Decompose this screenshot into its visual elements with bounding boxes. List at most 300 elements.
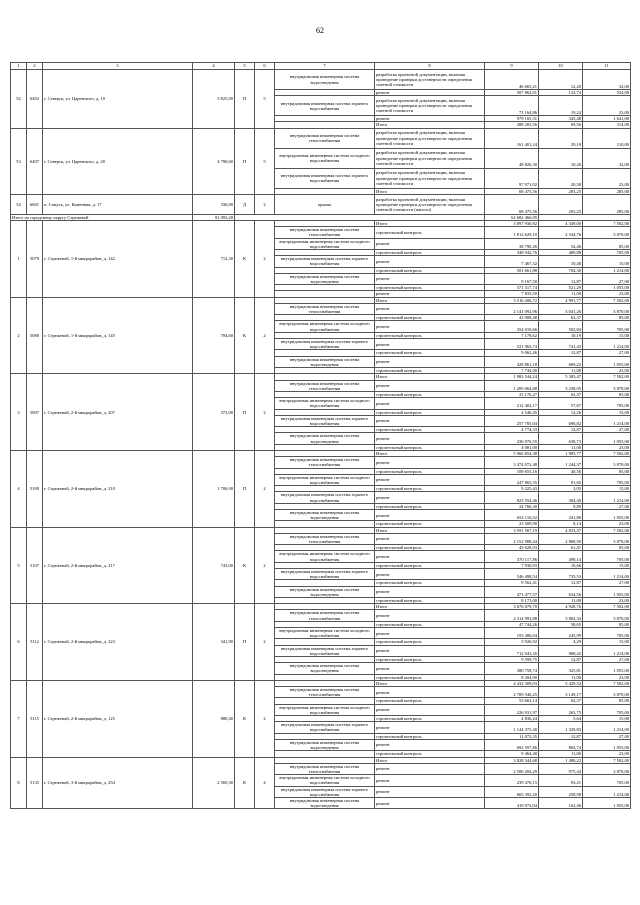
cost-amount: 288 203,56 (485, 122, 539, 128)
work-type: ремонт (375, 509, 485, 520)
unit-cost: 19,24 (539, 96, 583, 116)
unit-cost: 975,44 (539, 763, 583, 774)
section-total-area: 81 093,20 (193, 214, 235, 220)
unit-cost: 498,14 (539, 551, 583, 562)
house-number: 2 (11, 297, 27, 374)
cost-amount: 11 073,35 (485, 733, 539, 739)
house-number: 4 (11, 450, 27, 527)
max-unit-cost: 705,00 (583, 321, 631, 332)
max-unit-cost: 15,00 (583, 332, 631, 338)
unit-cost: 12,87 (539, 657, 583, 663)
house-code: 5107 (27, 527, 43, 604)
unit-cost: 634,56 (539, 586, 583, 597)
house-address: г. Стрежевой, 1-й микрорайон, д. 142 (43, 221, 193, 298)
unit-cost: 12,87 (539, 580, 583, 586)
col-number: 1 (11, 63, 27, 70)
house-number: 52 (11, 70, 27, 129)
cost-amount: 348 942,76 (485, 250, 539, 256)
work-type: строительный контроль (375, 698, 485, 704)
max-unit-cost: 7 502,00 (583, 450, 631, 456)
house-area: 1 706,90 (193, 450, 235, 527)
system-name: внутридомовая инженерная система водоотведения (275, 509, 375, 520)
unit-cost: 11,00 (539, 444, 583, 450)
house-area: 3 825,90 (193, 70, 235, 129)
system-name: внутридомовая инженерная система водоотведения (275, 739, 375, 750)
unit-cost: 91,65 (539, 474, 583, 485)
unit-cost: 40,56 (539, 468, 583, 474)
cost-amount: 712 943,45 (485, 645, 539, 656)
unit-cost: 1 490,22 (539, 757, 583, 763)
system-name: внутридомовая инженерная система водоотведения (275, 663, 375, 674)
cost-amount: 7 930,93 (485, 562, 539, 568)
max-unit-cost: 27,00 (583, 273, 631, 284)
house-area: 4 790,60 (193, 128, 235, 194)
max-unit-cost: 7 502,00 (583, 757, 631, 763)
max-unit-cost: 285,00 (583, 188, 631, 194)
system-name: внутридомовая инженерная система теплоснабжения (275, 533, 375, 544)
table-row (11, 128, 631, 148)
system-name: внутридомовая инженерная система водоотведения (275, 797, 375, 808)
work-type: Итого (375, 527, 485, 533)
unit-cost: 132,74 (539, 90, 583, 96)
max-unit-cost: 3 870,00 (583, 457, 631, 468)
house-number: 1 (11, 221, 27, 298)
unit-cost: 3 238,95 (539, 380, 583, 391)
system-name: внутридомовая инженерная система горячего водоснабжения (275, 96, 375, 116)
max-unit-cost: 23,00 (583, 674, 631, 680)
cost-amount: 428 861,18 (485, 356, 539, 367)
house-floors: 5 (255, 70, 275, 129)
work-type: ремонт (375, 303, 485, 314)
col-number: 7 (275, 63, 375, 70)
cost-amount: 24 766,30 (485, 503, 539, 509)
cost-amount: 193 486,04 (485, 628, 539, 639)
unit-cost: 203,25 (539, 188, 583, 194)
unit-cost: 3 802,34 (539, 610, 583, 621)
work-type: строительный контроль (375, 227, 485, 238)
col-number: 6 (255, 63, 275, 70)
house-class: П (235, 374, 255, 451)
work-type: ремонт (375, 763, 485, 774)
work-type: ремонт (375, 291, 485, 297)
repair-program-table (10, 62, 631, 809)
unit-cost: 4 991,77 (539, 297, 583, 303)
system-name: внутридомовая инженерная система водоотведения (275, 273, 375, 284)
cost-amount: 3 591 567,19 (485, 527, 539, 533)
system-name: внутридомовая инженерная система водоотведения (275, 70, 375, 90)
house-floors: 4 (255, 757, 275, 809)
cost-amount: 419 972,04 (485, 797, 539, 808)
unit-cost: 1 885,77 (539, 450, 583, 456)
max-unit-cost: 1 055,00 (583, 739, 631, 750)
work-type: строительный контроль (375, 350, 485, 356)
max-unit-cost: 1 055,00 (583, 663, 631, 674)
work-type: ремонт (375, 474, 485, 485)
work-type: ремонт (375, 356, 485, 367)
unit-cost: 5 429,34 (539, 680, 583, 686)
unit-cost: 62,37 (539, 698, 583, 704)
work-type: ремонт (375, 256, 485, 267)
max-unit-cost: 7 502,00 (583, 527, 631, 533)
max-unit-cost: 1 214,00 (583, 786, 631, 797)
max-unit-cost: 7 502,00 (583, 604, 631, 610)
unit-cost: 3,05 (539, 486, 583, 492)
system-name: внутридомовая инженерная система водоотведения (275, 356, 375, 367)
house-class: Д (235, 194, 255, 214)
work-type: ремонт (375, 398, 485, 409)
house-code: 6601 (27, 194, 43, 214)
max-unit-cost: 1 214,00 (583, 492, 631, 503)
unit-cost: 804,74 (539, 739, 583, 750)
cost-amount: 5 966 854,38 (485, 450, 539, 456)
unit-cost: 62,37 (539, 315, 583, 321)
cost-amount: 2 152 988,44 (485, 533, 539, 544)
house-area: 336,90 (193, 194, 235, 214)
system-name: внутридомовая инженерная система теплоснабжения (275, 303, 375, 314)
house-address: г. Стрежевой, 2-й микрорайон, д. 223 (43, 604, 193, 681)
system-name: внутридомовая инженерная система горячего водоснабжения (275, 492, 375, 503)
max-unit-cost: 85,00 (583, 698, 631, 704)
work-type: Итого (375, 374, 485, 380)
house-address: г. Стрежевой, 2-й микрорайон, д. 207 (43, 374, 193, 451)
max-unit-cost: 314,00 (583, 122, 631, 128)
cost-amount: 2 506 204,29 (485, 763, 539, 774)
unit-cost: 4 833,37 (539, 527, 583, 533)
house-number: 8 (11, 757, 27, 809)
unit-cost: 241,80 (539, 509, 583, 520)
house-area: 743,00 (193, 527, 235, 604)
max-unit-cost: 1 055,00 (583, 509, 631, 520)
unit-cost: 345,48 (539, 116, 583, 122)
work-type: строительный контроль (375, 332, 485, 338)
unit-cost: 1 329,83 (539, 722, 583, 733)
cost-amount: 501 661,88 (485, 267, 539, 273)
work-type: ремонт (375, 739, 485, 750)
house-class: К (235, 527, 255, 604)
unit-cost: 5,64 (539, 716, 583, 722)
max-unit-cost: 285,00 (583, 194, 631, 214)
house-number: 54 (11, 194, 27, 214)
house-code: 5112 (27, 604, 43, 681)
unit-cost: 696,82 (539, 415, 583, 426)
work-type: ремонт (375, 786, 485, 797)
work-type: ремонт (375, 722, 485, 733)
house-number: 6 (11, 604, 27, 681)
system-name: внутридомовая инженерная система теплоснабжения (275, 227, 375, 238)
house-area: 341,90 (193, 604, 235, 681)
cost-amount: 9 325,43 (485, 486, 539, 492)
unit-cost: 735,53 (539, 569, 583, 580)
system-name: внутридомовая инженерная система теплоснабжения (275, 687, 375, 698)
cost-amount: 7 833,50 (485, 291, 539, 297)
cost-amount: 1 982 544,24 (485, 374, 539, 380)
cost-amount: 3 676 079,70 (485, 604, 539, 610)
work-type: ремонт (375, 116, 485, 122)
max-unit-cost: 3 870,00 (583, 533, 631, 544)
house-address: г. Стрежевой, 1-й микрорайон, д. 145 (43, 297, 193, 374)
max-unit-cost: 85,00 (583, 545, 631, 551)
unit-cost: 609,22 (539, 356, 583, 367)
work-type: строительный контроль (375, 733, 485, 739)
work-type: ремонт (375, 704, 485, 715)
max-unit-cost: 23,00 (583, 444, 631, 450)
unit-cost: 11,00 (539, 368, 583, 374)
max-unit-cost: 15,00 (583, 409, 631, 415)
house-class: К (235, 297, 255, 374)
work-type: строительный контроль (375, 598, 485, 604)
max-unit-cost: 705,00 (583, 398, 631, 409)
unit-cost: 8,14 (539, 521, 583, 527)
cost-amount: 823 554,46 (485, 492, 539, 503)
cost-amount: 9 599,75 (485, 657, 539, 663)
max-unit-cost: 15,00 (583, 639, 631, 645)
work-type: строительный контроль (375, 657, 485, 663)
work-type: разработка проектной документации, включая проведение проверки достоверности определения сметной стоимости (375, 70, 485, 90)
unit-cost: 11,00 (539, 674, 583, 680)
cost-amount: 7 744,00 (485, 368, 539, 374)
unit-cost: 57,67 (539, 398, 583, 409)
work-type: ремонт (375, 533, 485, 544)
unit-cost: 968,42 (539, 645, 583, 656)
max-unit-cost: 27,00 (583, 580, 631, 586)
system-name: внутридомовая инженерная система водоотведения (275, 433, 375, 444)
unit-cost: 3 149,17 (539, 687, 583, 698)
max-unit-cost: 23,00 (583, 751, 631, 757)
system-name: внутридомовая инженерная система теплоснабжения (275, 763, 375, 774)
max-unit-cost: 3 870,00 (583, 610, 631, 621)
cost-amount: 3 097 930,82 (485, 221, 539, 227)
work-type: ремонт (375, 687, 485, 698)
cost-amount: 38 790,26 (485, 238, 539, 249)
cost-amount: 9 062,46 (485, 350, 539, 356)
unit-cost: 62,37 (539, 391, 583, 397)
max-unit-cost: 85,00 (583, 468, 631, 474)
work-type: строительный контроль (375, 391, 485, 397)
unit-cost: 11,00 (539, 291, 583, 297)
work-type: ремонт (375, 645, 485, 656)
house-address: г. Северск, ул. Царевского, д. 20 (43, 128, 193, 194)
unit-cost: 3 041,26 (539, 303, 583, 314)
cost-amount: 546 498,54 (485, 569, 539, 580)
work-type: ремонт (375, 586, 485, 597)
unit-cost: 10,66 (539, 562, 583, 568)
house-class: П (235, 70, 255, 129)
max-unit-cost: 1 214,00 (583, 722, 631, 733)
max-unit-cost: 705,00 (583, 775, 631, 786)
house-code: 5079 (27, 221, 43, 298)
unit-cost: 263,75 (539, 704, 583, 715)
unit-cost: 2 544,76 (539, 227, 583, 238)
cost-amount: 3 516 206,72 (485, 297, 539, 303)
unit-cost: 12,87 (539, 273, 583, 284)
work-type: строительный контроль (375, 285, 485, 291)
max-unit-cost: 23,00 (583, 368, 631, 374)
house-code: 5100 (27, 450, 43, 527)
house-class: К (235, 680, 255, 757)
work-type: ремонт (375, 238, 485, 249)
house-floors: 5 (255, 128, 275, 194)
unit-cost: 489,88 (539, 250, 583, 256)
max-unit-cost: 27,00 (583, 350, 631, 356)
system-name: внутридомовая инженерная система водоотведения (275, 586, 375, 597)
work-type: Итого (375, 757, 485, 763)
system-name: внутридомовая инженерная система горячего водоснабжения (275, 256, 375, 267)
cost-amount: 507 862,01 (485, 90, 539, 96)
col-number: 9 (485, 63, 539, 70)
work-type: ремонт (375, 797, 485, 808)
col-number: 8 (375, 63, 485, 70)
work-type: ремонт (375, 457, 485, 468)
house-address: г. Стрежевой, 2-й микрорайон, д. 125 (43, 680, 193, 757)
work-type: Итого (375, 680, 485, 686)
unit-cost: 4 349,00 (539, 221, 583, 227)
max-unit-cost: 7 502,00 (583, 680, 631, 686)
cost-amount: 2 314 993,88 (485, 610, 539, 621)
unit-cost: 162,46 (539, 797, 583, 808)
max-unit-cost: 32,00 (583, 148, 631, 168)
cost-amount: 161 401,24 (485, 128, 539, 148)
work-type: ремонт (375, 339, 485, 350)
house-class: К (235, 757, 255, 809)
work-type: разработка проектной документации, включая проведение проверки достоверности определения сметной стоимости (375, 128, 485, 148)
work-type: ремонт (375, 610, 485, 621)
max-unit-cost: 705,00 (583, 628, 631, 639)
system-name: внутридомовая инженерная система теплоснабжения (275, 610, 375, 621)
work-type: разработка проектной документации, включая проведение проверки достоверности определения сметной стоимости (жилого) (375, 194, 485, 214)
unit-cost: 58,65 (539, 621, 583, 627)
cost-amount: 9 562,41 (485, 580, 539, 586)
max-unit-cost: 534,00 (583, 90, 631, 96)
house-number: 5 (11, 527, 27, 604)
house-code: 6492 (27, 70, 43, 129)
work-type: Итого (375, 122, 485, 128)
unit-cost: 12,26 (539, 409, 583, 415)
work-type: ремонт (375, 551, 485, 562)
house-class: К (235, 221, 255, 298)
system-name: внутридомовая инженерная система горячего водоснабжения (275, 168, 375, 188)
max-unit-cost: 1 214,00 (583, 569, 631, 580)
unit-cost: 12,87 (539, 733, 583, 739)
table-row (11, 194, 631, 214)
work-type: Итого (375, 221, 485, 227)
unit-cost: 2 869,50 (539, 533, 583, 544)
max-unit-cost: 15,00 (583, 562, 631, 568)
work-type: строительный контроль (375, 503, 485, 509)
system-name: внутридомовая инженерная система холодного водоснабжения (275, 551, 375, 562)
max-unit-cost: 1 055,00 (583, 586, 631, 597)
system-name: внутридомовая инженерная система теплоснабжения (275, 457, 375, 468)
work-type: строительный контроль (375, 545, 485, 551)
max-unit-cost: 705,00 (583, 704, 631, 715)
max-unit-cost: 27,00 (583, 503, 631, 509)
cost-amount: 247 865,35 (485, 474, 539, 485)
column-number-row (11, 63, 631, 70)
max-unit-cost: 705,00 (583, 250, 631, 256)
house-code: 5080 (27, 297, 43, 374)
max-unit-cost: 7 502,00 (583, 374, 631, 380)
max-unit-cost: 85,00 (583, 621, 631, 627)
cost-amount: 48 826,30 (485, 148, 539, 168)
work-type: Итого (375, 604, 485, 610)
house-area: 712,30 (193, 221, 235, 298)
cost-amount: 97 971,02 (485, 168, 539, 188)
work-type: строительный контроль (375, 427, 485, 433)
col-number: 3 (43, 63, 193, 70)
work-type: строительный контроль (375, 639, 485, 645)
max-unit-cost: 85,00 (583, 315, 631, 321)
work-type: строительный контроль (375, 486, 485, 492)
unit-cost: 9,89 (539, 503, 583, 509)
house-address: г. Стрежевой, 3-й микрорайон, д. 254 (43, 757, 193, 809)
house-floors: 2 (255, 194, 275, 214)
max-unit-cost: 1 641,00 (583, 116, 631, 122)
max-unit-cost: 23,00 (583, 521, 631, 527)
max-unit-cost: 1 055,00 (583, 285, 631, 291)
unit-cost: 304,40 (539, 492, 583, 503)
work-type: строительный контроль (375, 521, 485, 527)
max-unit-cost: 32,00 (583, 70, 631, 90)
cost-amount: 109 655,16 (485, 468, 539, 474)
work-type: строительный контроль (375, 751, 485, 757)
cost-amount: 226 931,97 (485, 704, 539, 715)
cost-amount: 692 597,86 (485, 739, 539, 750)
work-type: строительный контроль (375, 468, 485, 474)
cost-amount: 979 165,31 (485, 116, 539, 122)
house-floors: 2 (255, 374, 275, 451)
cost-amount: 47 744,26 (485, 621, 539, 627)
work-type: строительный контроль (375, 444, 485, 450)
system-name: внутридомовая инженерная система горячего водоснабжения (275, 722, 375, 733)
unit-cost: 61,41 (539, 545, 583, 551)
max-unit-cost: 23,00 (583, 598, 631, 604)
cost-amount: 23 176,27 (485, 391, 539, 397)
max-unit-cost: 3 870,00 (583, 763, 631, 774)
unit-cost: 502,84 (539, 321, 583, 332)
max-unit-cost: 3 870,00 (583, 303, 631, 314)
max-unit-cost: 27,00 (583, 427, 631, 433)
max-unit-cost: 27,00 (583, 733, 631, 739)
house-class: П (235, 604, 255, 681)
cost-amount: 68 475,56 (485, 194, 539, 214)
cost-amount: 212 402,17 (485, 398, 539, 409)
unit-cost: 704,30 (539, 267, 583, 273)
cost-amount: 1 812 629,10 (485, 227, 539, 238)
system-name: внутридомовая инженерная система горячего водоснабжения (275, 339, 375, 350)
house-floors: 2 (255, 297, 275, 374)
cost-amount: 4 836,24 (485, 716, 539, 722)
work-type: ремонт (375, 433, 485, 444)
house-number: 7 (11, 680, 27, 757)
cost-amount: 45 628,03 (485, 545, 539, 551)
unit-cost: 93,21 (539, 775, 583, 786)
work-type: строительный контроль (375, 562, 485, 568)
house-address: г. Стрежевой, 2-й микрорайон, д. 217 (43, 527, 193, 604)
house-area: 2 569,30 (193, 757, 235, 809)
cost-amount: 4 546,45 (485, 409, 539, 415)
cost-amount: 371 317,74 (485, 285, 539, 291)
cost-amount: 3 828 344,68 (485, 757, 539, 763)
unit-cost: 4,29 (539, 639, 583, 645)
max-unit-cost: 23,00 (583, 291, 631, 297)
house-area: 373,00 (193, 374, 235, 451)
house-address: г. Стрежевой, 2-й микрорайон, д. 210 (43, 450, 193, 527)
unit-cost: 11,00 (539, 598, 583, 604)
house-area: 704,60 (193, 297, 235, 374)
system-name: внутридомовая инженерная система холодного водоснабжения (275, 704, 375, 715)
cost-amount: 7 178,62 (485, 332, 539, 338)
work-type: разработка проектной документации, включая проведение проверки достоверности определения сметной стоимости (375, 148, 485, 168)
house-code: 5097 (27, 374, 43, 451)
